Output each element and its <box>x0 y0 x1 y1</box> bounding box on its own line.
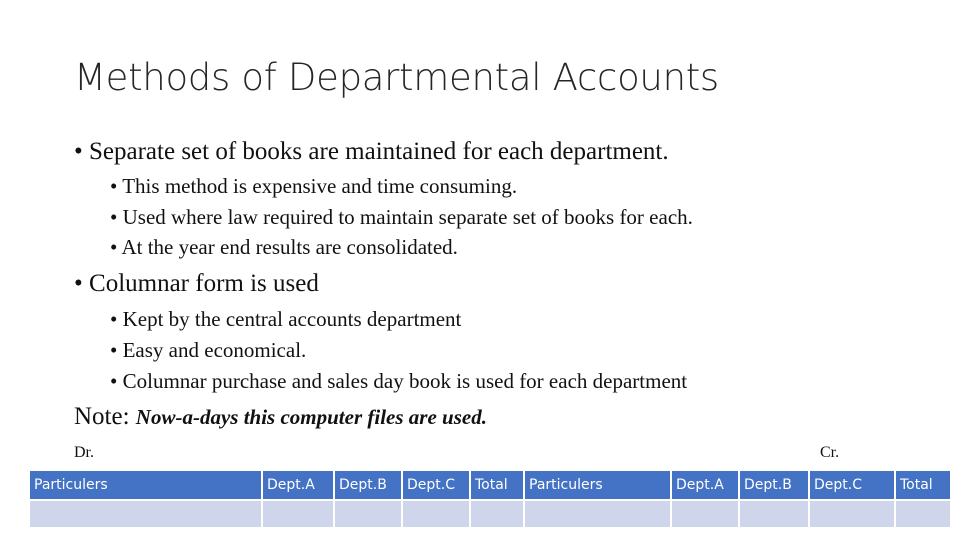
bullet-dot: • <box>110 369 118 393</box>
bullet-dot: • <box>110 235 118 259</box>
note <box>74 403 487 431</box>
sub-bullet-text: At the year end results are consolidated. <box>121 235 458 259</box>
table-cell <box>809 500 895 528</box>
column-header: Dept.C <box>402 470 470 500</box>
column-header: Dept.B <box>739 470 809 500</box>
slide-title: Methods of Departmental Accounts <box>74 56 719 99</box>
sub-bullet-text: Easy and economical. <box>122 338 307 362</box>
sub-bullet <box>110 174 517 199</box>
table-cell <box>895 500 951 528</box>
debit-label: Dr. <box>74 444 94 461</box>
sub-bullet <box>110 338 306 363</box>
bullet-dot: • <box>110 307 118 331</box>
column-header: Dept.A <box>671 470 739 500</box>
sub-bullet <box>110 205 693 230</box>
bullet-dot: • <box>110 205 118 229</box>
table-cell <box>262 500 334 528</box>
table-cell <box>671 500 739 528</box>
bullet-text: Columnar form is used <box>89 270 319 297</box>
sub-bullet <box>110 307 461 332</box>
column-header: Particulers <box>524 470 671 500</box>
credit-label: Cr. <box>820 444 840 461</box>
sub-bullet <box>110 235 458 260</box>
sub-bullet-text: Kept by the central accounts department <box>122 307 462 331</box>
column-header: Dept.A <box>262 470 334 500</box>
column-header: Dept.B <box>334 470 402 500</box>
column-header: Particulers <box>29 470 262 500</box>
table-cell <box>334 500 402 528</box>
table-header-row <box>29 470 951 500</box>
bullet-columnar-form <box>74 270 319 298</box>
column-header: Total <box>470 470 524 500</box>
sub-bullet-text: Used where law required to maintain separate set of books for each. <box>122 205 693 229</box>
bullet-dot: • <box>74 270 83 297</box>
bullet-dot: • <box>74 138 83 165</box>
ledger-table <box>28 469 952 529</box>
bullet-separate-books <box>74 138 669 166</box>
table-row <box>29 500 951 528</box>
sub-bullet-text: This method is expensive and time consuming. <box>122 174 518 198</box>
table-cell <box>524 500 671 528</box>
bullet-dot: • <box>110 174 118 198</box>
note-text: Now-a-days this computer files are used. <box>135 405 487 429</box>
sub-bullet-text: Columnar purchase and sales day book is used for each department <box>122 369 688 393</box>
bullet-dot: • <box>110 338 118 362</box>
table-cell <box>29 500 262 528</box>
note-label: Note: <box>74 403 130 430</box>
table-cell <box>402 500 470 528</box>
sub-bullet <box>110 369 687 394</box>
table-cell <box>739 500 809 528</box>
column-header: Total <box>895 470 951 500</box>
bullet-text: Separate set of books are maintained for each department. <box>89 138 669 165</box>
table-cell <box>470 500 524 528</box>
column-header: Dept.C <box>809 470 895 500</box>
